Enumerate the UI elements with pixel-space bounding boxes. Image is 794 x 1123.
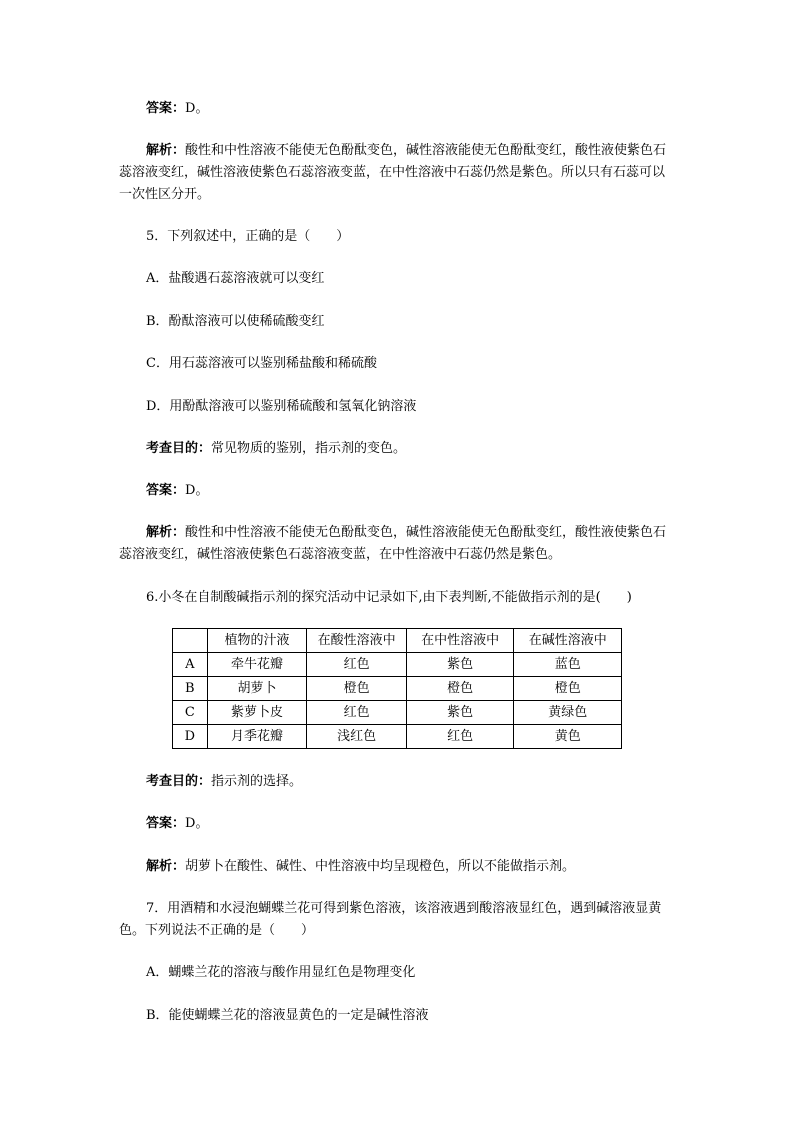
purpose-label: 考查目的： (146, 774, 212, 789)
table-cell: C (173, 701, 208, 725)
answer-value: D。 (185, 101, 209, 116)
question-5-option-c: C．用石蕊溶液可以鉴别稀盐酸和稀硫酸 (146, 356, 377, 371)
table-row (173, 677, 622, 701)
table-header-cell: 在酸性溶液中 (307, 629, 407, 653)
analysis-text: 酸性和中性溶液不能使无色酚酞变色，碱性溶液能使无色酚酞变红，酸性液使紫色石蕊溶液变红，碱性溶液使紫色石蕊溶液变蓝，在中性溶液中石蕊仍然是紫色。 (119, 525, 667, 562)
table-row (173, 725, 622, 749)
table-row (173, 653, 622, 677)
table-row (173, 701, 622, 725)
question-7-stem: 7．用酒精和水浸泡蝴蝶兰花可得到紫色溶液，该溶液遇到酸溶液显红色，遇到碱溶液显黄色。下列说法不正确的是（ ） (119, 901, 662, 938)
table-header-row (173, 629, 622, 653)
table-cell: 月季花瓣 (207, 725, 307, 749)
table-cell: 橙色 (514, 677, 622, 701)
indicator-table (172, 628, 622, 749)
table-cell: B (173, 677, 208, 701)
analysis-label: 解析： (146, 525, 186, 540)
table-cell: A (173, 653, 208, 677)
table-header-cell: 在碱性溶液中 (514, 629, 622, 653)
question-6-stem: 6.小冬在自制酸碱指示剂的探究活动中记录如下,由下表判断,不能做指示剂的是( ) (146, 590, 632, 605)
analysis-paragraph-block1 (119, 140, 675, 206)
analysis-label: 解析： (146, 143, 186, 158)
table-cell: 黄绿色 (514, 701, 622, 725)
table-cell: 红色 (406, 725, 514, 749)
answer-label: 答案： (146, 816, 186, 831)
analysis-label: 解析： (146, 859, 186, 874)
table-header-cell (173, 629, 208, 653)
table-header-cell: 在中性溶液中 (406, 629, 514, 653)
question-5-option-d: D．用酚酞溶液可以鉴别稀硫酸和氢氧化钠溶液 (146, 399, 417, 414)
table-cell: 紫色 (406, 701, 514, 725)
question-5-stem: 5．下列叙述中，正确的是（ ） (146, 229, 350, 244)
answer-line-q5 (119, 480, 675, 502)
table-header-cell: 植物的汁液 (207, 629, 307, 653)
table-cell: D (173, 725, 208, 749)
purpose-text: 指示剂的选择。 (211, 774, 303, 789)
answer-value: D。 (185, 816, 209, 831)
table-cell: 胡萝卜 (207, 677, 307, 701)
table-cell: 红色 (307, 701, 407, 725)
table-cell: 紫萝卜皮 (207, 701, 307, 725)
analysis-paragraph-q6 (119, 856, 675, 878)
analysis-text: 酸性和中性溶液不能使无色酚酞变色，碱性溶液能使无色酚酞变红，酸性液使紫色石蕊溶液变红，碱性溶液使紫色石蕊溶液变蓝，在中性溶液中石蕊仍然是紫色。所以只有石蕊可以一次性区分开。 (119, 143, 667, 202)
purpose-line-q6 (119, 771, 675, 793)
answer-value: D。 (185, 483, 209, 498)
table-cell: 紫色 (406, 653, 514, 677)
table-cell: 蓝色 (514, 653, 622, 677)
analysis-text: 胡萝卜在酸性、碱性、中性溶液中均呈现橙色，所以不能做指示剂。 (185, 859, 576, 874)
question-7-option-a: A．蝴蝶兰花的溶液与酸作用显红色是物理变化 (146, 965, 416, 980)
table-cell: 黄色 (514, 725, 622, 749)
purpose-line-q5 (119, 438, 675, 460)
answer-line-block1 (119, 98, 675, 120)
answer-line-q6 (119, 813, 675, 835)
question-5-option-b: B．酚酞溶液可以使稀硫酸变红 (146, 314, 325, 329)
question-7-option-b: B．能使蝴蝶兰花的溶液显黄色的一定是碱性溶液 (146, 1008, 429, 1023)
answer-label: 答案： (146, 483, 186, 498)
table-cell: 橙色 (406, 677, 514, 701)
table-cell: 浅红色 (307, 725, 407, 749)
question-5-option-a: A．盐酸遇石蕊溶液就可以变红 (146, 271, 325, 286)
table-cell: 红色 (307, 653, 407, 677)
analysis-paragraph-q5 (119, 522, 675, 566)
table-cell: 橙色 (307, 677, 407, 701)
table-cell: 牵牛花瓣 (207, 653, 307, 677)
purpose-text: 常见物质的鉴别，指示剂的变色。 (211, 441, 407, 456)
answer-label: 答案： (146, 101, 186, 116)
purpose-label: 考查目的： (146, 441, 212, 456)
